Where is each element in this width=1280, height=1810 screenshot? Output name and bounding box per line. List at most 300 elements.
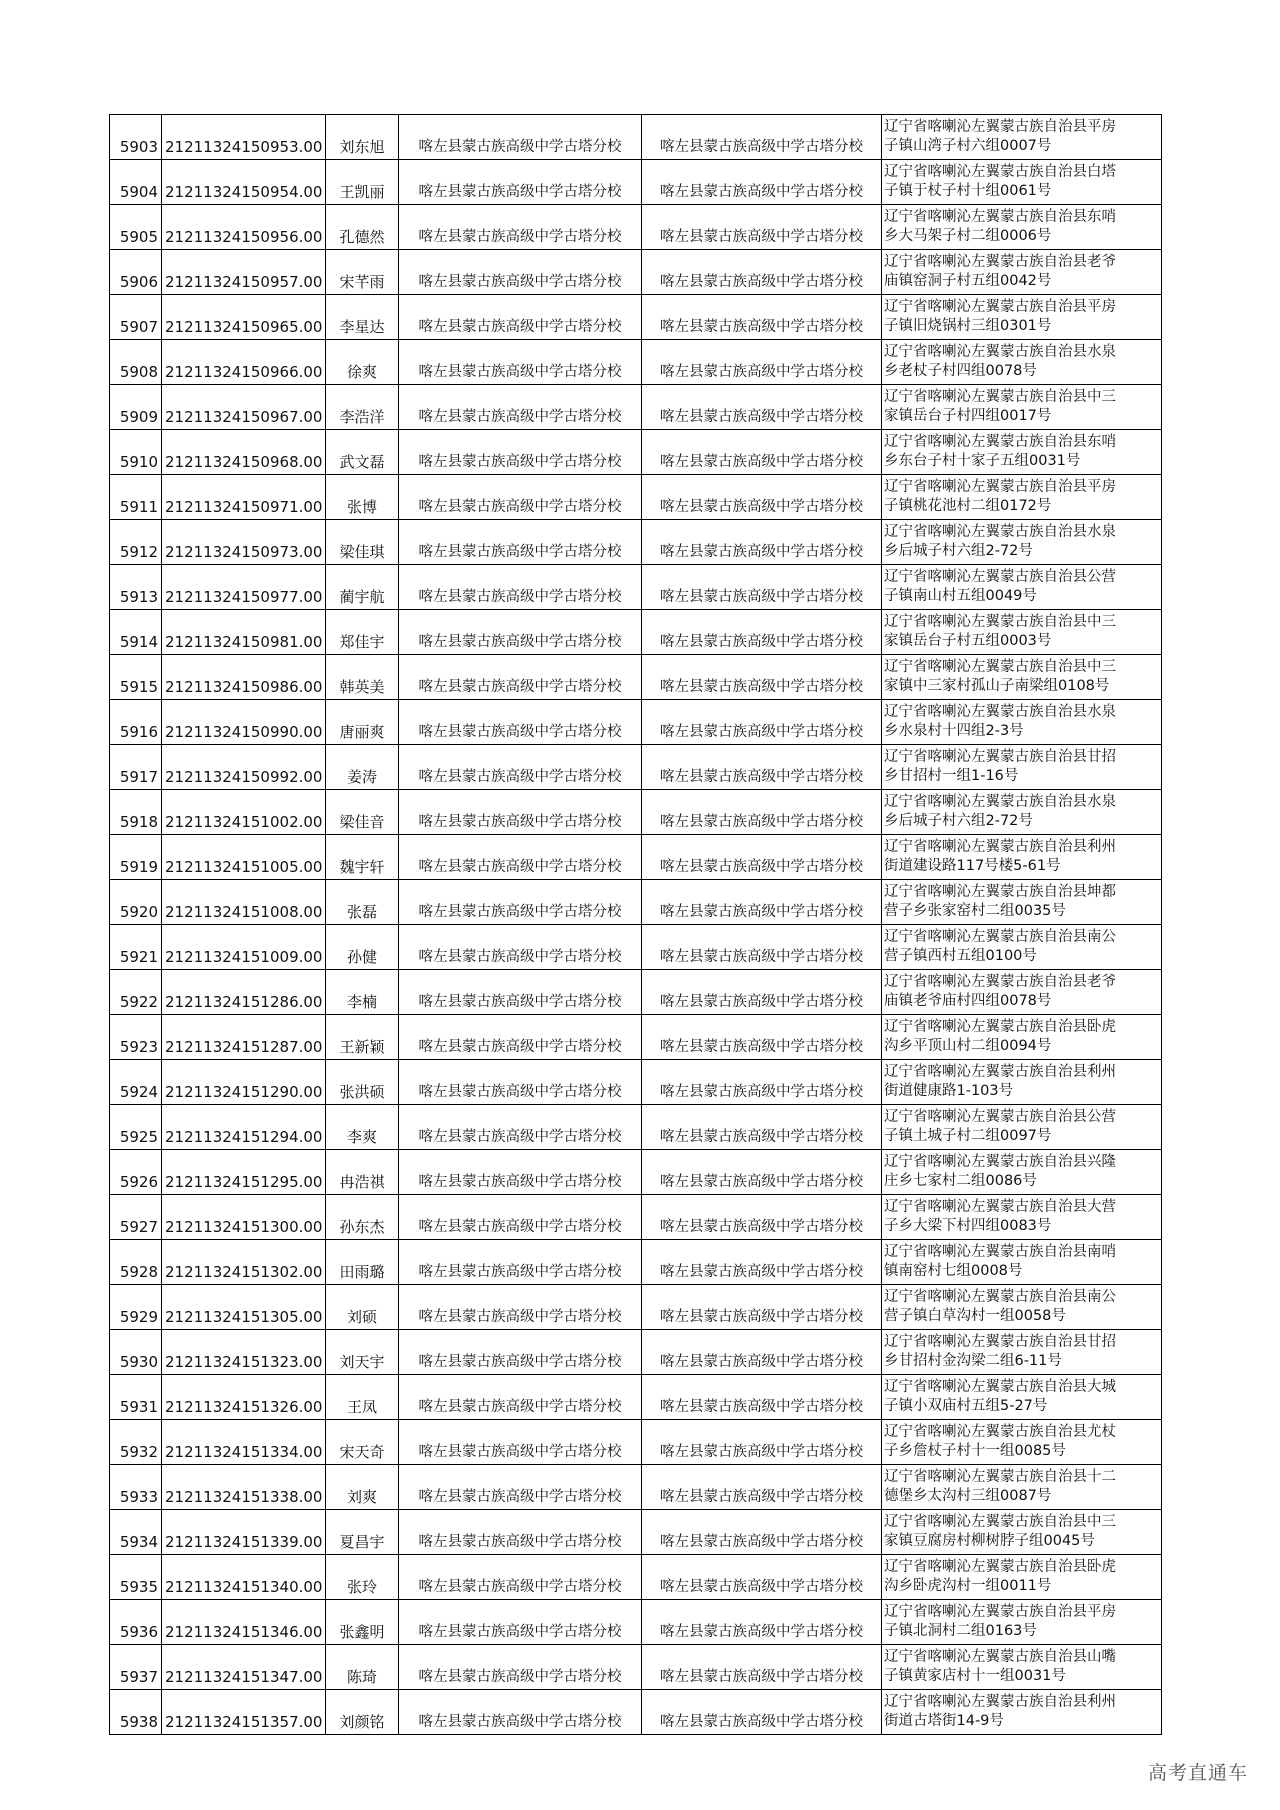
admission-school-cell: 喀左县蒙古族高级中学古塔分校 (642, 835, 882, 880)
exam-id-cell: 21211324151286.00 (162, 970, 326, 1015)
admission-school-cell: 喀左县蒙古族高级中学古塔分校 (642, 970, 882, 1015)
address-line: 辽宁省喀喇沁左翼蒙古族自治县大城 (884, 1379, 1116, 1395)
student-name-cell: 张鑫明 (326, 1600, 399, 1645)
student-name-cell: 李楠 (326, 970, 399, 1015)
graduation-school-cell: 喀左县蒙古族高级中学古塔分校 (399, 1150, 642, 1195)
table-row (110, 565, 1162, 610)
address-line: 辽宁省喀喇沁左翼蒙古族自治县利州 (884, 839, 1116, 855)
admission-school-cell: 喀左县蒙古族高级中学古塔分校 (642, 160, 882, 205)
row-number-cell: 5904 (110, 160, 162, 205)
admission-school-cell: 喀左县蒙古族高级中学古塔分校 (642, 1240, 882, 1285)
row-number-cell: 5908 (110, 340, 162, 385)
student-name-cell: 魏宇轩 (326, 835, 399, 880)
exam-id-cell: 21211324150990.00 (162, 700, 326, 745)
address-line: 子乡詹杖子村十一组0085号 (884, 1443, 1066, 1459)
address-line: 子镇于杖子村十组0061号 (884, 183, 1052, 199)
graduation-school-cell: 喀左县蒙古族高级中学古塔分校 (399, 475, 642, 520)
graduation-school-cell: 喀左县蒙古族高级中学古塔分校 (399, 655, 642, 700)
address-line: 辽宁省喀喇沁左翼蒙古族自治县甘招 (884, 1334, 1116, 1350)
address-line: 辽宁省喀喇沁左翼蒙古族自治县水泉 (884, 524, 1116, 540)
admission-school-cell: 喀左县蒙古族高级中学古塔分校 (642, 1015, 882, 1060)
home-address-cell (882, 430, 1162, 475)
admission-school-cell: 喀左县蒙古族高级中学古塔分校 (642, 1330, 882, 1375)
admission-school-cell: 喀左县蒙古族高级中学古塔分校 (642, 115, 882, 160)
row-number-cell: 5903 (110, 115, 162, 160)
admission-school-cell: 喀左县蒙古族高级中学古塔分校 (642, 1600, 882, 1645)
address-line: 子镇北洞村二组0163号 (884, 1623, 1037, 1639)
exam-id-cell: 21211324151294.00 (162, 1105, 326, 1150)
home-address-cell (882, 1645, 1162, 1690)
student-name-cell: 唐丽爽 (326, 700, 399, 745)
address-line: 辽宁省喀喇沁左翼蒙古族自治县水泉 (884, 704, 1116, 720)
admission-school-cell: 喀左县蒙古族高级中学古塔分校 (642, 1375, 882, 1420)
admission-school-cell: 喀左县蒙古族高级中学古塔分校 (642, 610, 882, 655)
address-line: 子镇小双庙村五组5-27号 (884, 1398, 1048, 1414)
exam-id-cell: 21211324151346.00 (162, 1600, 326, 1645)
exam-id-cell: 21211324150992.00 (162, 745, 326, 790)
student-name-cell: 张玲 (326, 1555, 399, 1600)
row-number-cell: 5913 (110, 565, 162, 610)
graduation-school-cell: 喀左县蒙古族高级中学古塔分校 (399, 1645, 642, 1690)
address-line: 辽宁省喀喇沁左翼蒙古族自治县中三 (884, 614, 1116, 630)
admission-school-cell: 喀左县蒙古族高级中学古塔分校 (642, 1105, 882, 1150)
graduation-school-cell: 喀左县蒙古族高级中学古塔分校 (399, 115, 642, 160)
exam-id-cell: 21211324150957.00 (162, 250, 326, 295)
address-line: 乡老杖子村四组0078号 (884, 363, 1037, 379)
table-row (110, 835, 1162, 880)
home-address-cell (882, 160, 1162, 205)
student-name-cell: 刘爽 (326, 1465, 399, 1510)
address-line: 庙镇窑洞子村五组0042号 (884, 273, 1052, 289)
home-address-cell (882, 1330, 1162, 1375)
admission-school-cell: 喀左县蒙古族高级中学古塔分校 (642, 565, 882, 610)
home-address-cell (882, 655, 1162, 700)
watermark-text: 高考直通车 (1147, 1762, 1248, 1784)
row-number-cell: 5916 (110, 700, 162, 745)
admission-school-cell: 喀左县蒙古族高级中学古塔分校 (642, 1150, 882, 1195)
graduation-school-cell: 喀左县蒙古族高级中学古塔分校 (399, 790, 642, 835)
exam-id-cell: 21211324150967.00 (162, 385, 326, 430)
address-line: 辽宁省喀喇沁左翼蒙古族自治县山嘴 (884, 1649, 1116, 1665)
table-row (110, 1510, 1162, 1555)
student-name-cell: 姜涛 (326, 745, 399, 790)
exam-id-cell: 21211324151287.00 (162, 1015, 326, 1060)
exam-id-cell: 21211324151295.00 (162, 1150, 326, 1195)
student-name-cell: 刘硕 (326, 1285, 399, 1330)
student-name-cell: 郑佳宇 (326, 610, 399, 655)
table-row (110, 700, 1162, 745)
home-address-cell (882, 1420, 1162, 1465)
exam-id-cell: 21211324151323.00 (162, 1330, 326, 1375)
address-line: 辽宁省喀喇沁左翼蒙古族自治县中三 (884, 659, 1116, 675)
graduation-school-cell: 喀左县蒙古族高级中学古塔分校 (399, 970, 642, 1015)
table-row (110, 520, 1162, 565)
table-row (110, 430, 1162, 475)
address-line: 乡东台子村十家子五组0031号 (884, 453, 1081, 469)
admission-school-cell: 喀左县蒙古族高级中学古塔分校 (642, 1060, 882, 1105)
graduation-school-cell: 喀左县蒙古族高级中学古塔分校 (399, 1420, 642, 1465)
address-line: 子镇山湾子村六组0007号 (884, 138, 1052, 154)
student-name-cell: 王新颖 (326, 1015, 399, 1060)
table-row (110, 385, 1162, 430)
address-line: 营子乡张家窑村二组0035号 (884, 903, 1066, 919)
table-row (110, 1015, 1162, 1060)
student-name-cell: 王凯丽 (326, 160, 399, 205)
table-row (110, 475, 1162, 520)
graduation-school-cell: 喀左县蒙古族高级中学古塔分校 (399, 1690, 642, 1735)
graduation-school-cell: 喀左县蒙古族高级中学古塔分校 (399, 610, 642, 655)
graduation-school-cell: 喀左县蒙古族高级中学古塔分校 (399, 880, 642, 925)
exam-id-cell: 21211324151338.00 (162, 1465, 326, 1510)
graduation-school-cell: 喀左县蒙古族高级中学古塔分校 (399, 1195, 642, 1240)
address-line: 辽宁省喀喇沁左翼蒙古族自治县十二 (884, 1469, 1116, 1485)
student-name-cell: 刘东旭 (326, 115, 399, 160)
address-line: 庄乡七家村二组0086号 (884, 1173, 1037, 1189)
admission-school-cell: 喀左县蒙古族高级中学古塔分校 (642, 745, 882, 790)
address-line: 德堡乡太沟村三组0087号 (884, 1488, 1052, 1504)
address-line: 辽宁省喀喇沁左翼蒙古族自治县白塔 (884, 164, 1116, 180)
graduation-school-cell: 喀左县蒙古族高级中学古塔分校 (399, 160, 642, 205)
home-address-cell (882, 1555, 1162, 1600)
exam-id-cell: 21211324151305.00 (162, 1285, 326, 1330)
exam-id-cell: 21211324151300.00 (162, 1195, 326, 1240)
exam-id-cell: 21211324151340.00 (162, 1555, 326, 1600)
row-number-cell: 5922 (110, 970, 162, 1015)
row-number-cell: 5924 (110, 1060, 162, 1105)
table-row (110, 1600, 1162, 1645)
admission-school-cell: 喀左县蒙古族高级中学古塔分校 (642, 700, 882, 745)
table-row (110, 1690, 1162, 1735)
graduation-school-cell: 喀左县蒙古族高级中学古塔分校 (399, 1510, 642, 1555)
exam-id-cell: 21211324150973.00 (162, 520, 326, 565)
home-address-cell (882, 1600, 1162, 1645)
row-number-cell: 5909 (110, 385, 162, 430)
table-row (110, 160, 1162, 205)
student-name-cell: 李星达 (326, 295, 399, 340)
exam-id-cell: 21211324151290.00 (162, 1060, 326, 1105)
table-row (110, 1465, 1162, 1510)
address-line: 辽宁省喀喇沁左翼蒙古族自治县坤都 (884, 884, 1116, 900)
address-line: 乡后城子村六组2-72号 (884, 543, 1033, 559)
address-line: 辽宁省喀喇沁左翼蒙古族自治县利州 (884, 1694, 1116, 1710)
admission-school-cell: 喀左县蒙古族高级中学古塔分校 (642, 430, 882, 475)
admission-school-cell: 喀左县蒙古族高级中学古塔分校 (642, 475, 882, 520)
address-line: 庙镇老爷庙村四组0078号 (884, 993, 1052, 1009)
row-number-cell: 5920 (110, 880, 162, 925)
graduation-school-cell: 喀左县蒙古族高级中学古塔分校 (399, 430, 642, 475)
student-roster-table (109, 114, 1162, 1735)
table-row (110, 205, 1162, 250)
graduation-school-cell: 喀左县蒙古族高级中学古塔分校 (399, 1465, 642, 1510)
address-line: 家镇岳台子村五组0003号 (884, 633, 1052, 649)
row-number-cell: 5919 (110, 835, 162, 880)
table-row (110, 295, 1162, 340)
student-name-cell: 夏昌宇 (326, 1510, 399, 1555)
address-line: 子镇土城子村二组0097号 (884, 1128, 1052, 1144)
graduation-school-cell: 喀左县蒙古族高级中学古塔分校 (399, 745, 642, 790)
admission-school-cell: 喀左县蒙古族高级中学古塔分校 (642, 250, 882, 295)
student-name-cell: 张磊 (326, 880, 399, 925)
row-number-cell: 5906 (110, 250, 162, 295)
home-address-cell (882, 385, 1162, 430)
table-row (110, 1150, 1162, 1195)
row-number-cell: 5927 (110, 1195, 162, 1240)
student-name-cell: 李爽 (326, 1105, 399, 1150)
address-line: 辽宁省喀喇沁左翼蒙古族自治县南公 (884, 1289, 1116, 1305)
address-line: 辽宁省喀喇沁左翼蒙古族自治县公营 (884, 1109, 1116, 1125)
student-name-cell: 张博 (326, 475, 399, 520)
exam-id-cell: 21211324151008.00 (162, 880, 326, 925)
address-line: 辽宁省喀喇沁左翼蒙古族自治县尤杖 (884, 1424, 1116, 1440)
table-row (110, 1420, 1162, 1465)
graduation-school-cell: 喀左县蒙古族高级中学古塔分校 (399, 340, 642, 385)
home-address-cell (882, 1195, 1162, 1240)
home-address-cell (882, 880, 1162, 925)
exam-id-cell: 21211324151339.00 (162, 1510, 326, 1555)
table-row (110, 250, 1162, 295)
table-row (110, 1285, 1162, 1330)
address-line: 辽宁省喀喇沁左翼蒙古族自治县甘招 (884, 749, 1116, 765)
address-line: 子乡大梁下村四组0083号 (884, 1218, 1052, 1234)
home-address-cell (882, 790, 1162, 835)
admission-school-cell: 喀左县蒙古族高级中学古塔分校 (642, 655, 882, 700)
row-number-cell: 5907 (110, 295, 162, 340)
row-number-cell: 5910 (110, 430, 162, 475)
admission-school-cell: 喀左县蒙古族高级中学古塔分校 (642, 1510, 882, 1555)
address-line: 辽宁省喀喇沁左翼蒙古族自治县公营 (884, 569, 1116, 585)
row-number-cell: 5911 (110, 475, 162, 520)
exam-id-cell: 21211324151002.00 (162, 790, 326, 835)
admission-school-cell: 喀左县蒙古族高级中学古塔分校 (642, 295, 882, 340)
exam-id-cell: 21211324150956.00 (162, 205, 326, 250)
home-address-cell (882, 295, 1162, 340)
address-line: 辽宁省喀喇沁左翼蒙古族自治县大营 (884, 1199, 1116, 1215)
home-address-cell (882, 565, 1162, 610)
student-name-cell: 田雨璐 (326, 1240, 399, 1285)
graduation-school-cell: 喀左县蒙古族高级中学古塔分校 (399, 835, 642, 880)
table-row (110, 1060, 1162, 1105)
row-number-cell: 5933 (110, 1465, 162, 1510)
home-address-cell (882, 475, 1162, 520)
exam-id-cell: 21211324151347.00 (162, 1645, 326, 1690)
student-name-cell: 刘天宇 (326, 1330, 399, 1375)
table-row (110, 1330, 1162, 1375)
student-name-cell: 梁佳音 (326, 790, 399, 835)
student-name-cell: 王凤 (326, 1375, 399, 1420)
home-address-cell (882, 835, 1162, 880)
exam-id-cell: 21211324150977.00 (162, 565, 326, 610)
home-address-cell (882, 610, 1162, 655)
graduation-school-cell: 喀左县蒙古族高级中学古塔分校 (399, 565, 642, 610)
exam-id-cell: 21211324150968.00 (162, 430, 326, 475)
home-address-cell (882, 205, 1162, 250)
table-row (110, 655, 1162, 700)
row-number-cell: 5932 (110, 1420, 162, 1465)
address-line: 沟乡卧虎沟村一组0011号 (884, 1578, 1052, 1594)
admission-school-cell: 喀左县蒙古族高级中学古塔分校 (642, 1555, 882, 1600)
admission-school-cell: 喀左县蒙古族高级中学古塔分校 (642, 790, 882, 835)
row-number-cell: 5905 (110, 205, 162, 250)
exam-id-cell: 21211324150953.00 (162, 115, 326, 160)
admission-school-cell: 喀左县蒙古族高级中学古塔分校 (642, 385, 882, 430)
home-address-cell (882, 1150, 1162, 1195)
address-line: 家镇岳台子村四组0017号 (884, 408, 1052, 424)
graduation-school-cell: 喀左县蒙古族高级中学古塔分校 (399, 295, 642, 340)
address-line: 辽宁省喀喇沁左翼蒙古族自治县水泉 (884, 794, 1116, 810)
graduation-school-cell: 喀左县蒙古族高级中学古塔分校 (399, 1285, 642, 1330)
address-line: 辽宁省喀喇沁左翼蒙古族自治县老爷 (884, 974, 1116, 990)
address-line: 街道古塔街14-9号 (884, 1713, 1004, 1729)
row-number-cell: 5929 (110, 1285, 162, 1330)
exam-id-cell: 21211324150971.00 (162, 475, 326, 520)
home-address-cell (882, 1240, 1162, 1285)
address-line: 辽宁省喀喇沁左翼蒙古族自治县平房 (884, 119, 1116, 135)
row-number-cell: 5937 (110, 1645, 162, 1690)
exam-id-cell: 21211324150966.00 (162, 340, 326, 385)
row-number-cell: 5926 (110, 1150, 162, 1195)
home-address-cell (882, 1510, 1162, 1555)
student-name-cell: 武文磊 (326, 430, 399, 475)
home-address-cell (882, 925, 1162, 970)
row-number-cell: 5925 (110, 1105, 162, 1150)
address-line: 街道健康路1-103号 (884, 1083, 1014, 1099)
address-line: 子镇黄家店村十一组0031号 (884, 1668, 1066, 1684)
home-address-cell (882, 1015, 1162, 1060)
table-row (110, 880, 1162, 925)
admission-school-cell: 喀左县蒙古族高级中学古塔分校 (642, 205, 882, 250)
student-name-cell: 孔德然 (326, 205, 399, 250)
table-row (110, 745, 1162, 790)
address-line: 乡后城子村六组2-72号 (884, 813, 1033, 829)
address-line: 子镇旧烧锅村三组0301号 (884, 318, 1052, 334)
home-address-cell (882, 700, 1162, 745)
table-row (110, 115, 1162, 160)
address-line: 辽宁省喀喇沁左翼蒙古族自治县水泉 (884, 344, 1116, 360)
table-row (110, 1195, 1162, 1240)
student-name-cell: 宋天奇 (326, 1420, 399, 1465)
admission-school-cell: 喀左县蒙古族高级中学古塔分校 (642, 520, 882, 565)
address-line: 乡甘招村一组1-16号 (884, 768, 1019, 784)
exam-id-cell: 21211324151326.00 (162, 1375, 326, 1420)
table-row (110, 790, 1162, 835)
address-line: 乡甘招村金沟梁二组6-11号 (884, 1353, 1062, 1369)
address-line: 辽宁省喀喇沁左翼蒙古族自治县利州 (884, 1064, 1116, 1080)
table-row (110, 1240, 1162, 1285)
student-name-cell: 孙东杰 (326, 1195, 399, 1240)
row-number-cell: 5915 (110, 655, 162, 700)
graduation-school-cell: 喀左县蒙古族高级中学古塔分校 (399, 1330, 642, 1375)
student-name-cell: 陈琦 (326, 1645, 399, 1690)
row-number-cell: 5938 (110, 1690, 162, 1735)
exam-id-cell: 21211324151009.00 (162, 925, 326, 970)
row-number-cell: 5931 (110, 1375, 162, 1420)
address-line: 辽宁省喀喇沁左翼蒙古族自治县卧虎 (884, 1019, 1116, 1035)
exam-id-cell: 21211324151005.00 (162, 835, 326, 880)
graduation-school-cell: 喀左县蒙古族高级中学古塔分校 (399, 925, 642, 970)
table-row (110, 1555, 1162, 1600)
admission-school-cell: 喀左县蒙古族高级中学古塔分校 (642, 1690, 882, 1735)
admission-school-cell: 喀左县蒙古族高级中学古塔分校 (642, 1465, 882, 1510)
home-address-cell (882, 340, 1162, 385)
graduation-school-cell: 喀左县蒙古族高级中学古塔分校 (399, 1600, 642, 1645)
row-number-cell: 5923 (110, 1015, 162, 1060)
address-line: 辽宁省喀喇沁左翼蒙古族自治县兴隆 (884, 1154, 1116, 1170)
address-line: 辽宁省喀喇沁左翼蒙古族自治县卧虎 (884, 1559, 1116, 1575)
admission-school-cell: 喀左县蒙古族高级中学古塔分校 (642, 1420, 882, 1465)
exam-id-cell: 21211324151357.00 (162, 1690, 326, 1735)
exam-id-cell: 21211324150965.00 (162, 295, 326, 340)
row-number-cell: 5928 (110, 1240, 162, 1285)
home-address-cell (882, 520, 1162, 565)
address-line: 家镇豆腐房村柳树脖子组0045号 (884, 1533, 1095, 1549)
graduation-school-cell: 喀左县蒙古族高级中学古塔分校 (399, 385, 642, 430)
address-line: 辽宁省喀喇沁左翼蒙古族自治县平房 (884, 479, 1116, 495)
address-line: 沟乡平顶山村二组0094号 (884, 1038, 1052, 1054)
address-line: 乡水泉村十四组2-3号 (884, 723, 1024, 739)
row-number-cell: 5935 (110, 1555, 162, 1600)
exam-id-cell: 21211324151334.00 (162, 1420, 326, 1465)
exam-id-cell: 21211324150954.00 (162, 160, 326, 205)
table-row (110, 1645, 1162, 1690)
student-name-cell: 韩英美 (326, 655, 399, 700)
graduation-school-cell: 喀左县蒙古族高级中学古塔分校 (399, 700, 642, 745)
student-name-cell: 蔺宇航 (326, 565, 399, 610)
table-row (110, 1375, 1162, 1420)
student-name-cell: 冉浩祺 (326, 1150, 399, 1195)
address-line: 家镇中三家村孤山子南梁组0108号 (884, 678, 1110, 694)
address-line: 辽宁省喀喇沁左翼蒙古族自治县南哨 (884, 1244, 1116, 1260)
graduation-school-cell: 喀左县蒙古族高级中学古塔分校 (399, 1240, 642, 1285)
student-name-cell: 张洪硕 (326, 1060, 399, 1105)
address-line: 营子镇西村五组0100号 (884, 948, 1037, 964)
address-line: 辽宁省喀喇沁左翼蒙古族自治县南公 (884, 929, 1116, 945)
admission-school-cell: 喀左县蒙古族高级中学古塔分校 (642, 1195, 882, 1240)
address-line: 辽宁省喀喇沁左翼蒙古族自治县中三 (884, 389, 1116, 405)
address-line: 镇南窑村七组0008号 (884, 1263, 1023, 1279)
exam-id-cell: 21211324151302.00 (162, 1240, 326, 1285)
home-address-cell (882, 1465, 1162, 1510)
address-line: 营子镇白草沟村一组0058号 (884, 1308, 1066, 1324)
graduation-school-cell: 喀左县蒙古族高级中学古塔分校 (399, 1015, 642, 1060)
table-row (110, 610, 1162, 655)
address-line: 辽宁省喀喇沁左翼蒙古族自治县老爷 (884, 254, 1116, 270)
row-number-cell: 5918 (110, 790, 162, 835)
home-address-cell (882, 1375, 1162, 1420)
address-line: 辽宁省喀喇沁左翼蒙古族自治县东哨 (884, 209, 1116, 225)
home-address-cell (882, 1060, 1162, 1105)
home-address-cell (882, 1690, 1162, 1735)
row-number-cell: 5914 (110, 610, 162, 655)
address-line: 子镇桃花池村二组0172号 (884, 498, 1052, 514)
exam-id-cell: 21211324150981.00 (162, 610, 326, 655)
table-row (110, 970, 1162, 1015)
row-number-cell: 5912 (110, 520, 162, 565)
row-number-cell: 5917 (110, 745, 162, 790)
student-name-cell: 徐爽 (326, 340, 399, 385)
admission-school-cell: 喀左县蒙古族高级中学古塔分校 (642, 340, 882, 385)
home-address-cell (882, 1285, 1162, 1330)
address-line: 辽宁省喀喇沁左翼蒙古族自治县中三 (884, 1514, 1116, 1530)
address-line: 乡大马架子村二组0006号 (884, 228, 1052, 244)
table-row (110, 340, 1162, 385)
admission-school-cell: 喀左县蒙古族高级中学古塔分校 (642, 1645, 882, 1690)
row-number-cell: 5930 (110, 1330, 162, 1375)
home-address-cell (882, 1105, 1162, 1150)
student-name-cell: 宋芊雨 (326, 250, 399, 295)
address-line: 子镇南山村五组0049号 (884, 588, 1037, 604)
table-row (110, 925, 1162, 970)
home-address-cell (882, 115, 1162, 160)
